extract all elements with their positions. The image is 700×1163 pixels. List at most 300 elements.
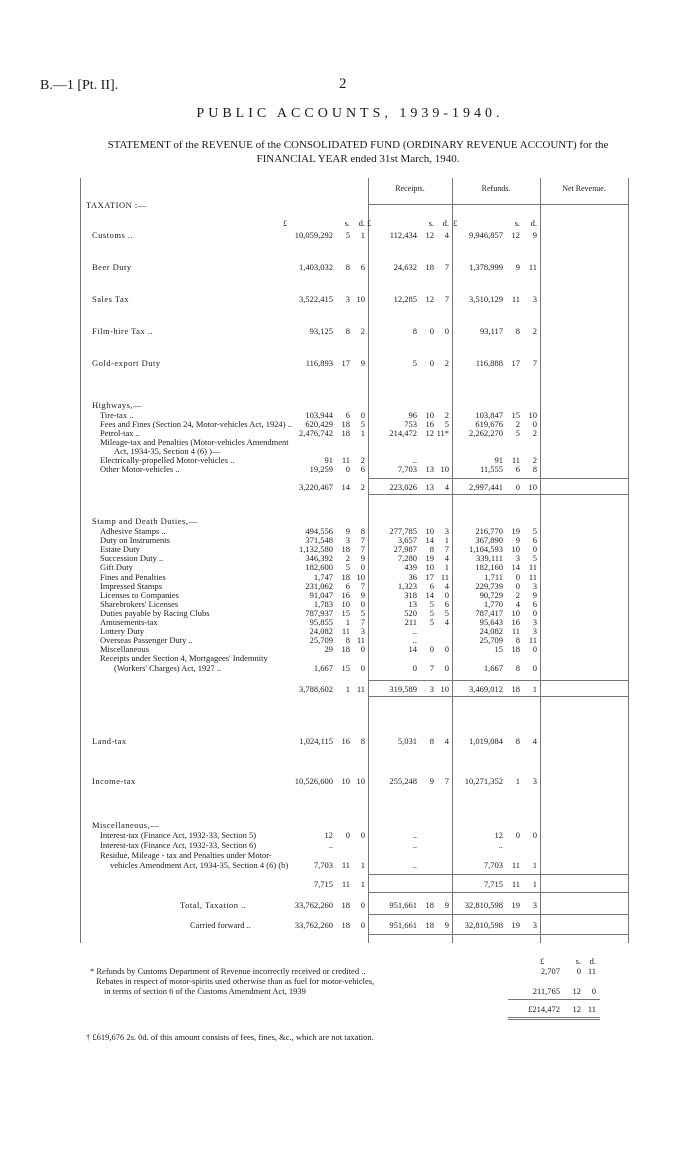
stamp-row-net-shillings: 3 — [515, 553, 520, 564]
column-header-rule — [368, 204, 628, 205]
stamp-row-receipts-pounds: 1,132,580 — [299, 544, 333, 555]
highways-row-net-pounds: 11,555 — [479, 464, 503, 474]
sales-net-pence: 3 — [532, 294, 537, 304]
stamp-row-refunds-pounds: 3,657 — [397, 535, 417, 546]
stamp-row-refunds-pence: 5 — [444, 607, 449, 618]
refund-footnote-line: * Refunds by Customs Department of Revenue incorrectly received or credited .. — [90, 966, 366, 976]
highways-row-label: Fees and Fines (Section 24, Motor-vehicles Act, 1924) .. — [100, 419, 292, 429]
gold-receipts-shillings: 17 — [341, 358, 350, 368]
stamp-total-refunds-pence: 10 — [440, 684, 449, 694]
highways-row-net-pence: 10 — [528, 410, 537, 420]
stamp-row-net-shillings: 10 — [511, 544, 520, 555]
highways-total-rule — [368, 478, 628, 479]
footnote-pence-unit: d. — [589, 956, 596, 966]
stamp-row-refunds-shillings: 6 — [429, 580, 434, 591]
highways-row-refunds-shillings: 12 — [425, 428, 434, 438]
highways-row-receipts-pounds: 19,259 — [309, 464, 333, 474]
gold-receipts-pounds: 116,893 — [305, 358, 333, 368]
stamp-row-receipts-pounds: 494,556 — [305, 526, 333, 536]
stamp-row-receipts-shillings: 15 — [341, 662, 350, 673]
carried-forward-receipts-shillings: 18 — [341, 920, 350, 930]
sales-refunds-pence: 7 — [444, 294, 449, 304]
stamp-row-receipts-pence: 3 — [360, 626, 365, 637]
stamp-row-receipts-shillings: 18 — [341, 644, 350, 655]
highways-total-net-pounds: 2,997,441 — [469, 482, 503, 492]
customs-receipts-pounds: 10,059,292 — [294, 230, 333, 240]
income-refunds-pounds: 255,248 — [389, 776, 417, 786]
stamp-row-refunds-pence: 4 — [444, 617, 449, 627]
stamp-total-rule — [368, 680, 628, 681]
misc-total-receipts-shillings: 11 — [341, 879, 350, 889]
beer-net-pounds: 1,378,999 — [469, 262, 503, 272]
gold-net-shillings: 17 — [511, 358, 520, 368]
highways-row-net-shillings: 2 — [515, 419, 520, 429]
misc-row-receipts-pounds: 12 — [324, 830, 333, 840]
misc-row-refunds-pounds: .. — [412, 860, 417, 870]
stamp-row-receipts-shillings: 9 — [345, 526, 350, 536]
stamp-total-refunds-pounds: 319,589 — [389, 684, 417, 694]
net-pence-unit: d. — [530, 218, 537, 228]
highways-row-receipts-shillings: 6 — [345, 410, 350, 420]
stamp-row-label: Duties payable by Racing Clubs — [100, 607, 210, 618]
film-refunds-pence: 0 — [444, 326, 449, 336]
income-refunds-shillings: 9 — [429, 776, 434, 786]
misc-row-net-shillings: 0 — [515, 830, 520, 840]
highways-row-receipts-pence: 5 — [360, 419, 365, 429]
refunds-pound-unit: £ — [367, 218, 372, 228]
stamp-row-receipts-pence: 7 — [360, 544, 365, 555]
gold-net-pence: 7 — [532, 358, 537, 368]
stamp-row-receipts-shillings: 16 — [341, 589, 350, 600]
highways-row-receipts-pounds: 91 — [324, 455, 333, 465]
income-net-shillings: 1 — [515, 776, 520, 786]
stamp-row-net-pounds: 182,160 — [475, 562, 503, 573]
stamp-row-receipts-pounds: 182,600 — [305, 562, 333, 573]
stamp-row-refunds-pounds: 1,323 — [397, 580, 417, 591]
stamp-row-label: Overseas Passenger Duty .. — [100, 635, 193, 646]
total-taxation-receipts-pounds: 33,762,260 — [294, 900, 333, 910]
section-taxation-heading: TAXATION :— — [86, 200, 147, 210]
highways-row-receipts-pounds: 103,944 — [305, 410, 333, 420]
customs-receipts-pence: 1 — [360, 230, 365, 240]
stamp-row-receipts-pence: 10 — [356, 571, 365, 582]
gold-refunds-shillings: 0 — [429, 358, 434, 368]
highways-row-net-pence: 2 — [532, 428, 537, 438]
table-right-rule — [628, 178, 629, 943]
misc-row-refunds-pounds: .. — [412, 830, 417, 840]
stamp-row-receipts-pounds: 25,709 — [309, 635, 333, 646]
misc-total-net-shillings: 11 — [511, 879, 520, 889]
total-taxation-refunds-pounds: 951,661 — [389, 900, 417, 910]
customs-refunds-shillings: 12 — [425, 230, 434, 240]
highways-row-label: Other Motor-vehicles .. — [100, 464, 180, 474]
highways-row-net-pence: 0 — [532, 419, 537, 429]
refunds-column-header: Refunds. — [481, 184, 511, 193]
stamp-heading: Stamp and Death Duties,— — [92, 516, 198, 526]
refund-amount-pence: 11 — [587, 966, 596, 976]
stamp-row-label: Miscellaneous — [100, 644, 150, 655]
stamp-row-label: Sharebrokers' Licenses — [100, 598, 179, 609]
stamp-row-refunds-shillings: 19 — [425, 553, 434, 564]
stamp-row-net-pounds: 339,111 — [476, 553, 503, 564]
stamp-row-net-pence: 0 — [532, 607, 537, 618]
stamp-total-net-shillings: 18 — [511, 684, 520, 694]
stamp-row-refunds-pounds: 439 — [404, 562, 417, 573]
stamp-row-label: Duty on Instruments — [100, 535, 170, 546]
rebate-amount-shillings: 12 — [572, 986, 581, 996]
stamp-row-receipts-shillings: 10 — [341, 598, 350, 609]
misc-row-receipts-shillings: 0 — [345, 830, 350, 840]
stamp-total-underline — [368, 696, 628, 697]
stamp-row-refunds-pounds: 36 — [408, 571, 417, 582]
highways-row-refunds-pence: 5 — [444, 419, 449, 429]
stamp-row-refunds-pounds: 277,785 — [389, 526, 417, 536]
beer-net-pence: 11 — [528, 262, 537, 272]
stamp-row-net-pence: 3 — [532, 626, 537, 637]
misc-row-receipts-pence: 1 — [360, 860, 365, 870]
stamp-row-refunds-shillings: 14 — [425, 535, 434, 546]
highways-row-net-pence: 2 — [532, 455, 537, 465]
stamp-row-net-pounds: 787,417 — [475, 607, 503, 618]
gold-net-pounds: 116,888 — [475, 358, 503, 368]
misc-row-net-pence: 0 — [532, 830, 537, 840]
highways-row-receipts-pounds: 620,429 — [305, 419, 333, 429]
refunds-pence-unit: d. — [442, 218, 449, 228]
land-receipts-pounds: 1,024,115 — [299, 736, 333, 746]
highways-total-refunds-pence: 4 — [444, 482, 449, 492]
misc-row-net-shillings: 11 — [511, 860, 520, 870]
stamp-row-receipts-pence: 11 — [356, 635, 365, 646]
stamp-row-refunds-pence: 3 — [444, 526, 449, 536]
sales-label: Sales Tax — [92, 294, 130, 304]
highways-row-label: Mileage-tax and Penalties (Motor-vehicles Amendment — [100, 437, 289, 447]
stamp-row-refunds-pounds: 211 — [404, 617, 417, 627]
net-column-header: Net Revenue. — [562, 184, 606, 193]
refund-amount-shillings: 0 — [576, 966, 581, 976]
stamp-row-label: Amusements-tax — [100, 617, 158, 627]
carried-forward-refunds-pence: 9 — [444, 920, 449, 930]
stamp-row-refunds-pounds: 14 — [408, 644, 417, 655]
stamp-row-net-pounds: 367,890 — [475, 535, 503, 546]
highways-total-underline — [368, 494, 628, 495]
beer-refunds-pence: 7 — [444, 262, 449, 272]
customs-refunds-pounds: 112,434 — [389, 230, 417, 240]
stamp-row-refunds-shillings: 5 — [429, 607, 434, 618]
stamp-row-net-shillings: 0 — [515, 580, 520, 591]
carried-forward-receipts-pounds: 33,762,260 — [294, 920, 333, 930]
carried-forward-refunds-shillings: 18 — [425, 920, 434, 930]
stamp-row-receipts-pounds: 346,392 — [305, 553, 333, 564]
stamp-row-receipts-pence: 0 — [360, 598, 365, 609]
stamp-total-receipts-shillings: 1 — [345, 684, 350, 694]
gold-label: Gold-export Duty — [92, 358, 161, 368]
total-taxation-rule — [368, 914, 628, 915]
land-refunds-pounds: 5,031 — [397, 736, 417, 746]
stamp-row-receipts-pounds: 1,747 — [313, 571, 333, 582]
page-title: PUBLIC ACCOUNTS, 1939-1940. — [196, 106, 504, 121]
gold-refunds-pounds: 5 — [412, 358, 417, 368]
stamp-row-net-pence: 3 — [532, 580, 537, 591]
stamp-row-refunds-shillings: 14 — [425, 589, 434, 600]
stamp-row-receipts-pence: 7 — [360, 580, 365, 591]
highways-row-refunds-pence: 11* — [436, 428, 449, 438]
highways-row-refunds-pence: 10 — [440, 464, 449, 474]
total-taxation-label: Total, Taxation .. — [180, 900, 247, 910]
stamp-row-receipts-pounds: 1,667 — [313, 662, 333, 673]
stamp-row-refunds-pence: 11 — [440, 571, 449, 582]
stamp-row-net-pence: 0 — [532, 662, 537, 673]
highways-row-receipts-pence: 6 — [360, 464, 365, 474]
carried-forward-label: Carried forward .. — [190, 920, 251, 930]
misc-row-receipts-pounds: .. — [328, 840, 333, 850]
stamp-row-net-pence: 9 — [532, 589, 537, 600]
stamp-row-refunds-shillings: 17 — [425, 571, 434, 582]
highways-total-refunds-shillings: 13 — [425, 482, 434, 492]
beer-refunds-shillings: 18 — [425, 262, 434, 272]
receipts-pound-unit: £ — [283, 218, 288, 228]
stamp-row-receipts-pence: 9 — [360, 553, 365, 564]
stamp-row-net-pence: 6 — [532, 535, 537, 546]
land-label: Land-tax — [92, 736, 127, 746]
stamp-row-label: Succession Duty .. — [100, 553, 164, 564]
stamp-row-receipts-pounds: 371,548 — [305, 535, 333, 546]
stamp-row-net-pence: 11 — [528, 571, 537, 582]
footnote-total-pounds: £214,472 — [528, 1004, 560, 1014]
stamp-row-refunds-pence: 4 — [444, 580, 449, 591]
highways-row-receipts-pence: 2 — [360, 455, 365, 465]
stamp-row-receipts-pence: 8 — [360, 526, 365, 536]
income-label: Income-tax — [92, 776, 136, 786]
highways-row-receipts-pence: 1 — [360, 428, 365, 438]
highways-total-net-pence: 10 — [528, 482, 537, 492]
highways-row-net-pounds: 619,676 — [475, 419, 503, 429]
misc-row-net-pence: 1 — [532, 860, 537, 870]
stamp-row-net-shillings: 19 — [511, 526, 520, 536]
highways-row-refunds-pounds: 96 — [408, 410, 417, 420]
page-number: 2 — [339, 76, 347, 92]
stamp-total-net-pence: 1 — [532, 684, 537, 694]
land-receipts-shillings: 16 — [341, 736, 350, 746]
stamp-row-net-shillings: 14 — [511, 562, 520, 573]
stamp-row-label: Fines and Penalties — [100, 571, 166, 582]
film-receipts-pence: 2 — [360, 326, 365, 336]
film-receipts-shillings: 8 — [345, 326, 350, 336]
beer-label: Beer Duty — [92, 262, 132, 272]
stamp-row-receipts-pounds: 787,937 — [305, 607, 333, 618]
stamp-row-net-shillings: 0 — [515, 571, 520, 582]
land-refunds-shillings: 8 — [429, 736, 434, 746]
misc-row-receipts-shillings: 11 — [341, 860, 350, 870]
total-taxation-refunds-pence: 9 — [444, 900, 449, 910]
land-refunds-pence: 4 — [444, 736, 449, 746]
footnote-sum-rule — [508, 999, 600, 1000]
carried-forward-refunds-pounds: 951,661 — [389, 920, 417, 930]
stamp-row-net-shillings: 2 — [515, 589, 520, 600]
highways-row-net-shillings: 5 — [515, 428, 520, 438]
stamp-row-net-shillings: 8 — [515, 635, 520, 646]
stamp-row-refunds-shillings: 10 — [425, 526, 434, 536]
sales-receipts-pence: 10 — [356, 294, 365, 304]
stamp-row-receipts-pence: 0 — [360, 662, 365, 673]
film-net-shillings: 8 — [515, 326, 520, 336]
misc-row-receipts-pence: 0 — [360, 830, 365, 840]
total-taxation-receipts-shillings: 18 — [341, 900, 350, 910]
stamp-row-refunds-pence: 6 — [444, 598, 449, 609]
stamp-row-net-pence: 0 — [532, 644, 537, 655]
customs-net-pence: 9 — [532, 230, 537, 240]
highways-total-receipts-pounds: 3,220,467 — [299, 482, 333, 492]
stamp-row-net-shillings: 8 — [515, 662, 520, 673]
highways-row-net-shillings: 15 — [511, 410, 520, 420]
stamp-row-receipts-pounds: 24,082 — [309, 626, 333, 637]
total-taxation-receipts-pence: 0 — [360, 900, 365, 910]
stamp-row-net-pounds: 24,082 — [479, 626, 503, 637]
stamp-row-net-pounds: 1,667 — [483, 662, 503, 673]
stamp-total-net-pounds: 3,469,012 — [469, 684, 503, 694]
sales-refunds-shillings: 12 — [425, 294, 434, 304]
misc-row-net-pounds: .. — [498, 840, 503, 850]
misc-row-label: Interest-tax (Finance Act, 1932-33, Section 6) — [100, 840, 257, 850]
stamp-row-refunds-pence: 1 — [444, 562, 449, 573]
stamp-row-refunds-shillings: 5 — [429, 598, 434, 609]
stamp-row-label: Estate Duty — [100, 544, 140, 555]
stamp-row-refunds-pence: 1 — [444, 535, 449, 546]
stamp-row-net-pounds: 1,770 — [483, 598, 503, 609]
sales-receipts-shillings: 3 — [345, 294, 350, 304]
film-net-pence: 2 — [532, 326, 537, 336]
stamp-row-net-pence: 5 — [532, 526, 537, 536]
beer-receipts-pence: 6 — [360, 262, 365, 272]
highways-row-receipts-pounds: 2,476,742 — [299, 428, 333, 438]
stamp-row-receipts-pence: 9 — [360, 589, 365, 600]
highways-row-net-shillings: 6 — [515, 464, 520, 474]
customs-label: Customs .. — [92, 230, 134, 240]
stamp-row-refunds-pounds: 27,987 — [393, 544, 417, 555]
stamp-row-label: Adhesive Stamps .. — [100, 526, 166, 536]
customs-refunds-pence: 4 — [444, 230, 449, 240]
stamp-row-label: (Workers' Charges) Act, 1927 .. — [114, 662, 222, 673]
highways-total-net-shillings: 0 — [515, 482, 520, 492]
stamp-row-receipts-pence: 0 — [360, 644, 365, 655]
highways-row-receipts-shillings: 18 — [341, 419, 350, 429]
land-net-pence: 4 — [532, 736, 537, 746]
carried-forward-net-pence: 3 — [532, 920, 537, 930]
stamp-row-refunds-pounds: .. — [412, 635, 417, 646]
stamp-row-label: Licenses to Companies — [100, 589, 179, 600]
misc-total-underline — [368, 892, 628, 893]
rebate-footnote-line-2: in terms of section 6 of the Customs Amendment Act, 1939 — [104, 986, 306, 996]
stamp-row-net-pence: 0 — [532, 544, 537, 555]
total-taxation-net-pounds: 32,810,598 — [464, 900, 503, 910]
highways-row-receipts-pence: 0 — [360, 410, 365, 420]
customs-net-shillings: 12 — [511, 230, 520, 240]
film-label: Film-hire Tax .. — [92, 326, 154, 336]
highways-total-refunds-pounds: 223,026 — [389, 482, 417, 492]
refund-amount-pounds: 2,707 — [540, 966, 560, 976]
total-taxation-refunds-shillings: 18 — [425, 900, 434, 910]
misc-row-refunds-pounds: .. — [412, 840, 417, 850]
stamp-row-refunds-pounds: 520 — [404, 607, 417, 618]
stamp-row-refunds-pounds: 318 — [404, 589, 417, 600]
film-refunds-pounds: 8 — [412, 326, 417, 336]
stamp-row-net-shillings: 4 — [515, 598, 520, 609]
beer-refunds-pounds: 24,632 — [393, 262, 417, 272]
stamp-row-net-pounds: 95,643 — [479, 617, 503, 627]
stamp-row-receipts-shillings: 6 — [345, 580, 350, 591]
gold-refunds-pence: 2 — [444, 358, 449, 368]
stamp-row-net-pounds: 229,739 — [475, 580, 503, 591]
highways-row-refunds-shillings: 13 — [425, 464, 434, 474]
receipts-column-header: Receipts. — [395, 184, 425, 193]
footnote-total-shillings: 12 — [572, 1004, 581, 1014]
stamp-row-refunds-pounds: 7,280 — [397, 553, 417, 564]
stamp-row-label: Receipts under Section 4, Mortgagees' Indemnity — [100, 653, 268, 664]
sales-net-shillings: 11 — [511, 294, 520, 304]
stamp-row-refunds-pounds: 0 — [412, 662, 417, 673]
table-left-rule — [80, 178, 81, 943]
stamp-row-refunds-shillings: 5 — [429, 617, 434, 627]
stamp-row-receipts-pence: 7 — [360, 535, 365, 546]
beer-receipts-shillings: 8 — [345, 262, 350, 272]
misc-total-net-pence: 1 — [532, 879, 537, 889]
highways-row-label: Petrol-tax .. — [100, 428, 140, 438]
footnote-pound-unit: £ — [540, 956, 545, 966]
highways-row-net-pounds: 103,847 — [475, 410, 503, 420]
stamp-total-receipts-pounds: 3,788,602 — [299, 684, 333, 694]
stamp-row-net-pence: 6 — [532, 598, 537, 609]
page-subtitle: STATEMENT of the REVENUE of the CONSOLIDATED FUND (ORDINARY REVENUE ACCOUNT) for the FINANCIAL YEAR ended 31st March, 1940. — [107, 139, 609, 165]
report-reference: B.—1 [Pt. II]. — [40, 78, 119, 93]
highways-row-receipts-shillings: 18 — [341, 428, 350, 438]
stamp-row-receipts-shillings: 11 — [341, 626, 350, 637]
misc-row-receipts-pounds: 7,703 — [313, 860, 333, 870]
total-taxation-net-shillings: 19 — [511, 900, 520, 910]
misc-total-receipts-pence: 1 — [360, 879, 365, 889]
highways-row-net-pounds: 91 — [494, 455, 503, 465]
carried-forward-net-shillings: 19 — [511, 920, 520, 930]
stamp-row-receipts-pence: 5 — [360, 607, 365, 618]
highways-row-label: Tire-tax .. — [100, 410, 134, 420]
misc-total-rule — [368, 874, 628, 875]
stamp-row-receipts-shillings: 5 — [345, 562, 350, 573]
receipts-pence-unit: d. — [358, 218, 365, 228]
misc-row-label: vehicles Amendment Act, 1934-35, Section 4 (6) (b) — [110, 860, 289, 870]
stamp-row-receipts-shillings: 2 — [345, 553, 350, 564]
stamp-row-receipts-pounds: 1,783 — [313, 598, 333, 609]
stamp-row-net-pence: 3 — [532, 617, 537, 627]
sales-receipts-pounds: 3,522,415 — [299, 294, 333, 304]
carried-forward-rule — [368, 934, 628, 935]
stamp-row-net-shillings: 11 — [511, 626, 520, 637]
sales-refunds-pounds: 12,285 — [393, 294, 417, 304]
total-taxation-net-pence: 3 — [532, 900, 537, 910]
stamp-row-receipts-pounds: 231,062 — [305, 580, 333, 591]
stamp-row-receipts-shillings: 8 — [345, 635, 350, 646]
stamp-row-net-shillings: 9 — [515, 535, 520, 546]
highways-row-net-pounds: 2,262,270 — [469, 428, 503, 438]
stamp-row-net-pence: 5 — [532, 553, 537, 564]
stamp-row-receipts-shillings: 18 — [341, 544, 350, 555]
highways-row-label: Act, 1934-35, Section 4 (6) )— — [114, 446, 221, 456]
highways-row-refunds-shillings: 10 — [425, 410, 434, 420]
highways-row-refunds-pounds: 214,472 — [389, 428, 417, 438]
stamp-row-net-pounds: 25,709 — [479, 635, 503, 646]
misc-row-net-pounds: 12 — [494, 830, 503, 840]
rebate-footnote-line: Rebates in respect of motor-spirits used otherwise than as fuel for motor-vehicles, — [96, 976, 375, 986]
gold-receipts-pence: 9 — [360, 358, 365, 368]
stamp-row-refunds-pence: 0 — [444, 644, 449, 655]
beer-receipts-pounds: 1,403,032 — [299, 262, 333, 272]
